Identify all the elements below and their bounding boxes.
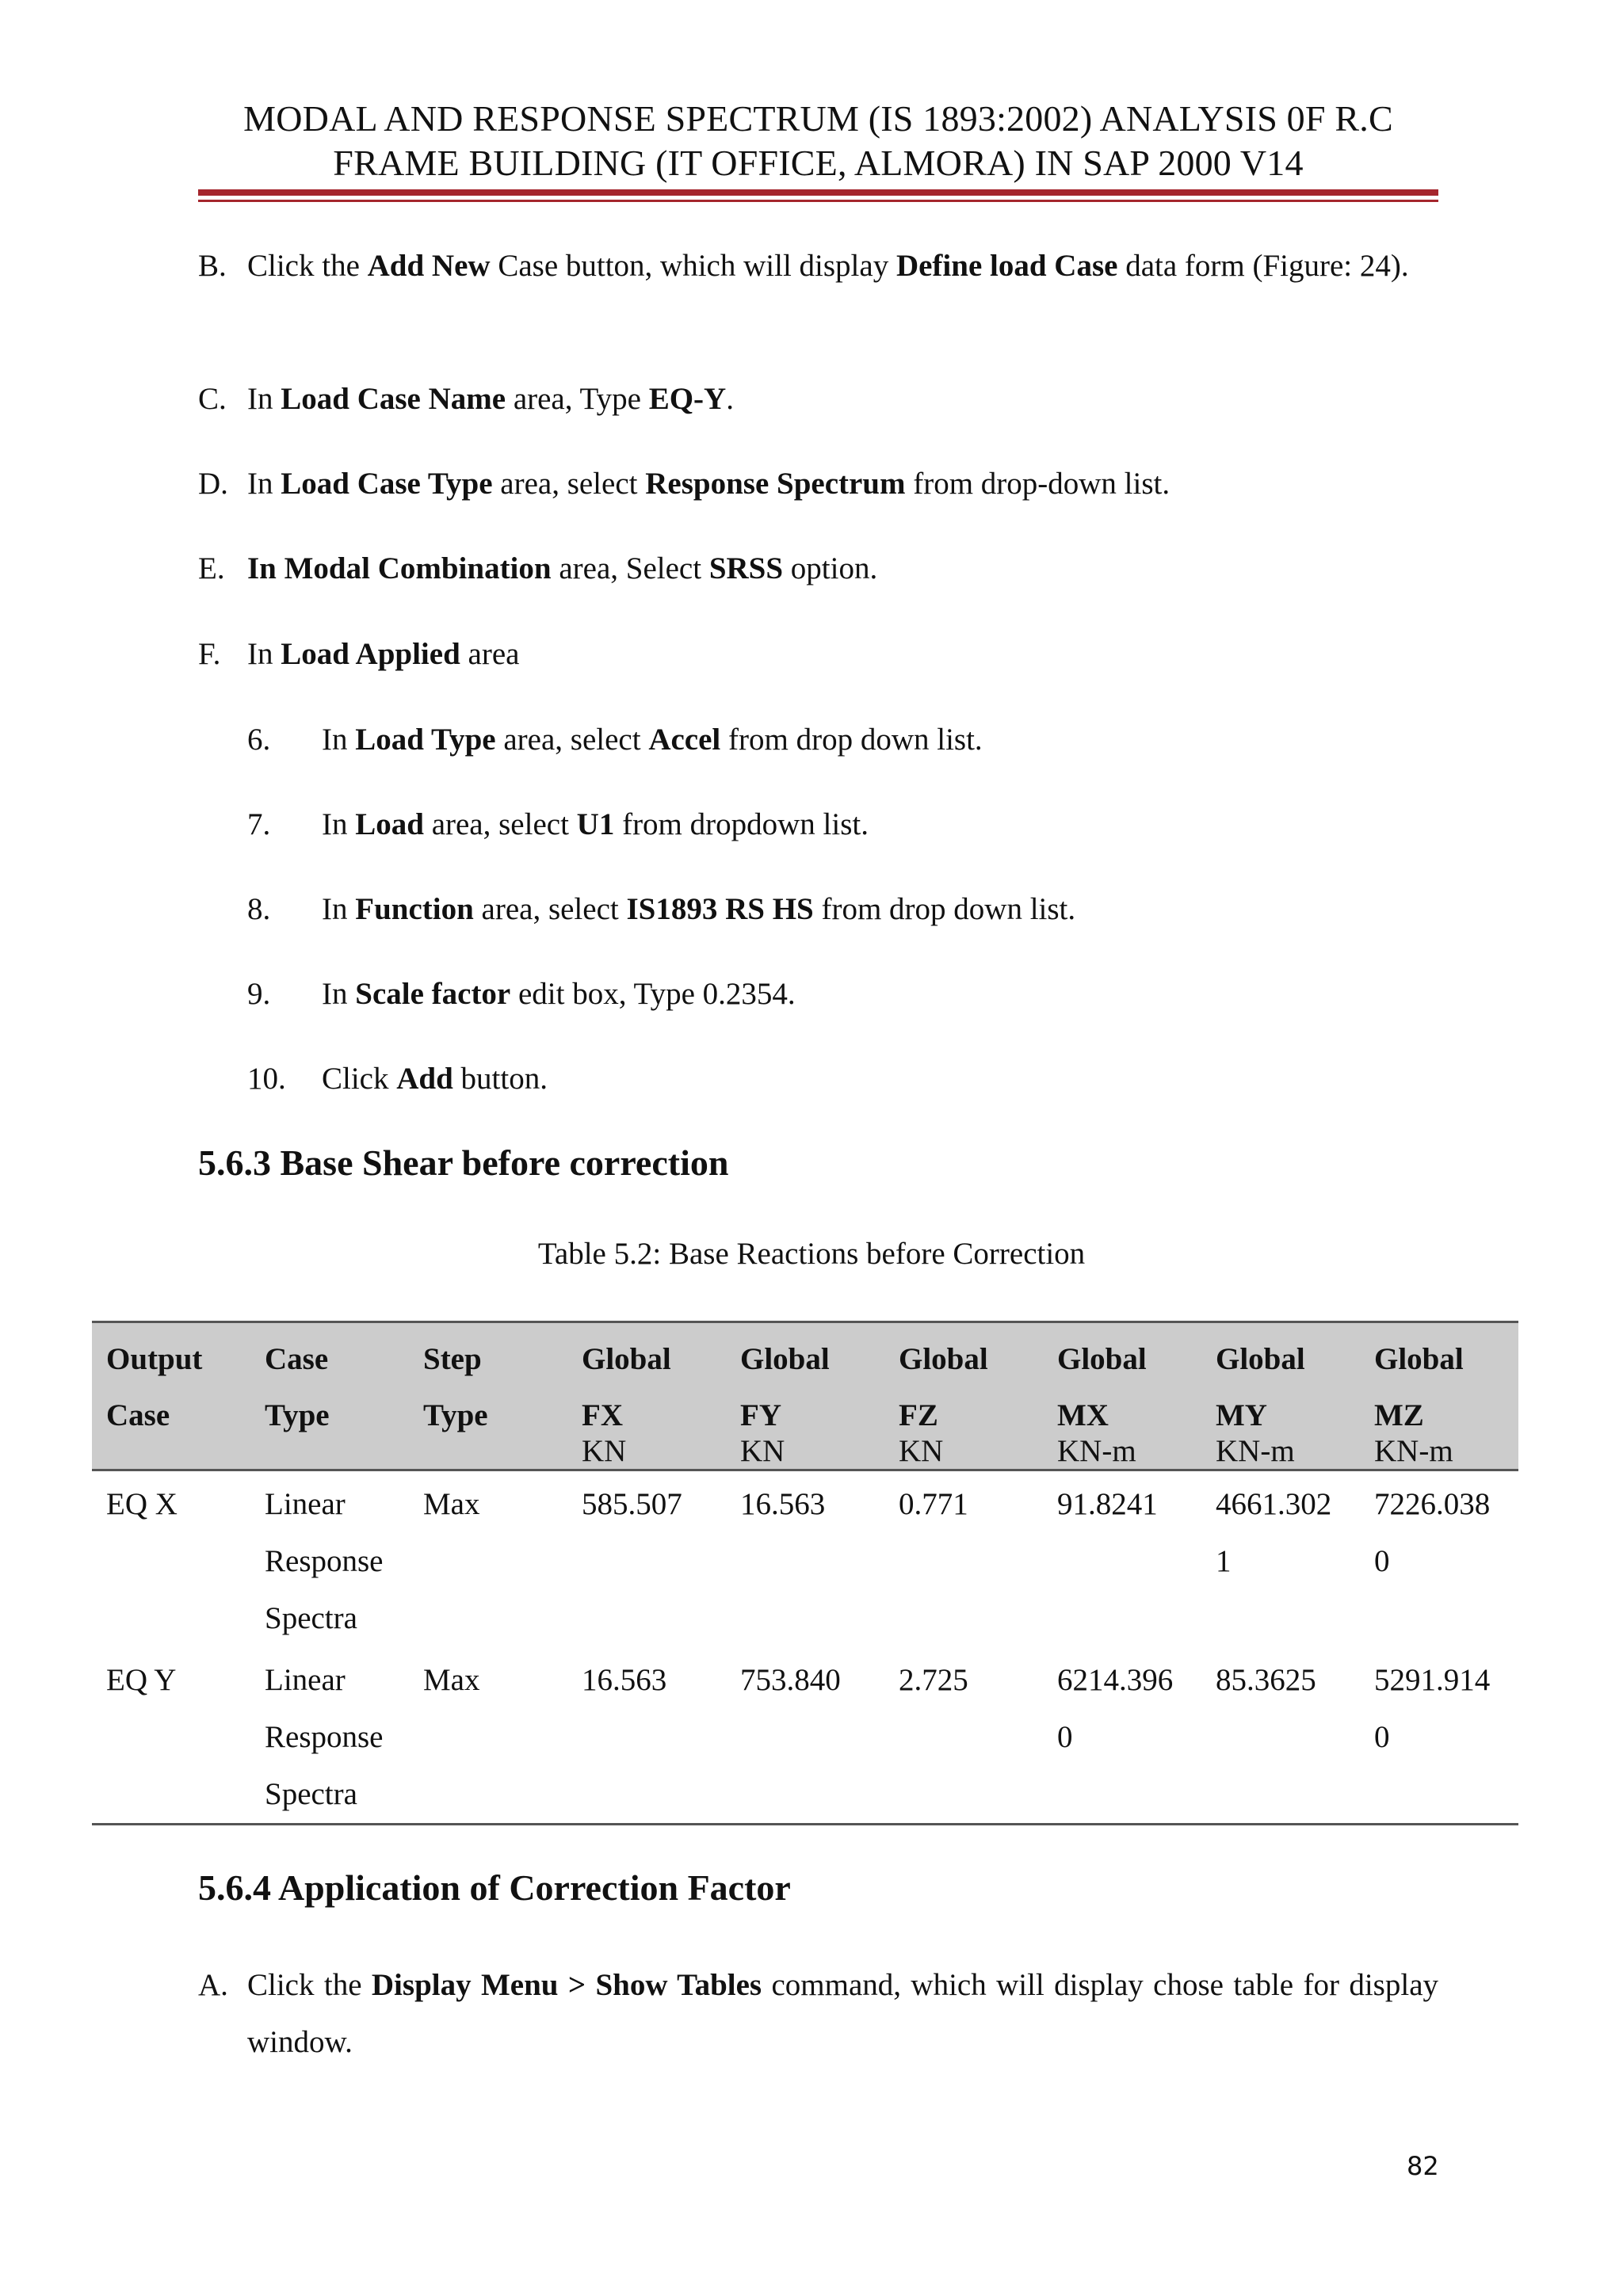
- header-unit: KN: [740, 1434, 785, 1468]
- plain-text: In: [322, 892, 356, 926]
- plain-text: In: [247, 637, 281, 671]
- emphasis-text: Scale factor: [355, 977, 511, 1011]
- step-label: F.: [198, 637, 221, 671]
- emphasis-text: U1: [576, 807, 615, 841]
- header-unit: KN: [899, 1434, 944, 1468]
- emphasis-text: EQ-Y: [648, 382, 727, 416]
- cell-line: EQ Y: [106, 1663, 177, 1697]
- emphasis-text: Load: [355, 807, 424, 841]
- plain-text: Click the: [247, 249, 368, 283]
- table-cell: [1043, 1647, 1201, 1825]
- step-text: [247, 456, 1438, 513]
- header-line: FZ: [899, 1398, 938, 1432]
- emphasis-text: Define load Case: [896, 249, 1118, 283]
- cell-line: 1: [1216, 1544, 1232, 1578]
- plain-text: area, select: [492, 467, 646, 501]
- cell-line: 585.507: [582, 1487, 682, 1521]
- plain-text: area, select: [473, 892, 627, 926]
- plain-text: data form (Figure: 24).: [1117, 249, 1409, 283]
- step-label: D.: [198, 467, 228, 501]
- table-cell: [409, 1470, 567, 1648]
- header-line: Case: [106, 1398, 170, 1432]
- table-cell: [1043, 1470, 1201, 1648]
- table-row: [92, 1470, 1518, 1648]
- emphasis-text: Response Spectrum: [645, 467, 906, 501]
- column-header: [92, 1322, 250, 1470]
- column-header: [1360, 1322, 1518, 1470]
- plain-text: area, select: [495, 723, 649, 757]
- table-row: [92, 1647, 1518, 1825]
- table-cell: [250, 1470, 409, 1648]
- step-text: [247, 540, 1438, 597]
- header-line: Step: [423, 1342, 482, 1376]
- cell-line: 16.563: [740, 1487, 826, 1521]
- page-number: 82: [1407, 2151, 1439, 2181]
- plain-text: Click: [322, 1062, 397, 1096]
- step-label: B.: [198, 249, 227, 283]
- cell-line: 91.8241: [1057, 1487, 1158, 1521]
- step-item: [198, 238, 1438, 295]
- step-text: [247, 626, 1438, 683]
- plain-text: area: [460, 637, 520, 671]
- cell-line: 753.840: [740, 1663, 841, 1697]
- cell-line: 16.563: [582, 1663, 667, 1697]
- header-unit: KN-m: [1374, 1434, 1453, 1468]
- emphasis-text: Load Applied: [281, 637, 460, 671]
- plain-text: from drop down list.: [813, 892, 1076, 926]
- cell-line: 4661.302: [1216, 1487, 1332, 1521]
- cell-line: 2.725: [899, 1663, 968, 1697]
- plain-text: area, Type: [506, 382, 649, 416]
- cell-line: 7226.038: [1374, 1487, 1491, 1521]
- section-heading-correction-factor: 5.6.4 Application of Correction Factor: [198, 1867, 791, 1908]
- header-line: MX: [1057, 1398, 1109, 1432]
- column-header: [567, 1322, 726, 1470]
- section-heading-base-shear: 5.6.3 Base Shear before correction: [198, 1142, 729, 1183]
- emphasis-text: Add: [396, 1062, 453, 1096]
- header-unit: KN-m: [1216, 1434, 1295, 1468]
- base-reactions-table: [92, 1321, 1518, 1825]
- step-text: [247, 371, 1438, 428]
- cell-line: Response: [265, 1720, 384, 1754]
- table-cell: [1360, 1647, 1518, 1825]
- step-item: [198, 1957, 1470, 2071]
- cell-line: Max: [423, 1663, 480, 1697]
- emphasis-text: Load Type: [355, 723, 496, 757]
- table-cell: [250, 1647, 409, 1825]
- table-caption: Table 5.2: Base Reactions before Correction: [537, 1237, 1086, 1271]
- emphasis-text: SRSS: [708, 551, 784, 585]
- plain-text: from dropdown list.: [614, 807, 869, 841]
- sub-step-item: [247, 972, 796, 1016]
- header-line: Type: [423, 1398, 488, 1432]
- header-line: Type: [265, 1398, 330, 1432]
- step-label: C.: [198, 382, 227, 416]
- step-text: [247, 238, 1438, 295]
- header-rule-thin: [198, 200, 1438, 202]
- header-unit: KN: [582, 1434, 627, 1468]
- plain-text: Case button, which will display: [490, 249, 896, 283]
- plain-text: In: [322, 977, 356, 1011]
- column-header: [409, 1322, 567, 1470]
- step-item: [198, 626, 1438, 683]
- header-line-1: MODAL AND RESPONSE SPECTRUM (IS 1893:2002) ANALYSIS 0F R.C: [243, 98, 1393, 139]
- emphasis-text: Function: [355, 892, 474, 926]
- sub-step-item: [247, 718, 983, 762]
- emphasis-text: Display Menu > Show Tables: [371, 1968, 762, 2002]
- table-cell: [884, 1647, 1043, 1825]
- sub-step-number: 10.: [247, 1062, 286, 1096]
- plain-text: In: [322, 807, 356, 841]
- sub-step-item: [247, 1057, 548, 1101]
- header-line: MZ: [1374, 1398, 1424, 1432]
- header-line: Output: [106, 1342, 203, 1376]
- table-body: [92, 1470, 1518, 1825]
- emphasis-text: Add New: [367, 249, 491, 283]
- emphasis-text: Accel: [648, 723, 721, 757]
- sub-step-number: 8.: [247, 892, 271, 926]
- plain-text: from drop down list.: [720, 723, 983, 757]
- cell-line: 0: [1374, 1544, 1390, 1578]
- table-cell: [1360, 1470, 1518, 1648]
- header-unit: KN-m: [1057, 1434, 1136, 1468]
- header-line: Global: [899, 1342, 988, 1376]
- plain-text: In: [322, 723, 356, 757]
- cell-line: Linear: [265, 1663, 346, 1697]
- step-label: A.: [198, 1968, 228, 2002]
- cell-line: 6214.396: [1057, 1663, 1174, 1697]
- plain-text: In: [247, 467, 281, 501]
- table-cell: [409, 1647, 567, 1825]
- column-header: [726, 1322, 884, 1470]
- table-cell: [884, 1470, 1043, 1648]
- sub-step-number: 9.: [247, 977, 271, 1011]
- table-header-row: [92, 1322, 1518, 1470]
- table-cell: [726, 1470, 884, 1648]
- cell-line: 5291.914: [1374, 1663, 1491, 1697]
- step-item: [198, 371, 1438, 428]
- page-header: [198, 97, 1438, 185]
- plain-text: .: [726, 382, 734, 416]
- table-cell: [1201, 1647, 1360, 1825]
- table-cell: [1201, 1470, 1360, 1648]
- header-line-2: FRAME BUILDING (IT OFFICE, ALMORA) IN SAP 2000 V14: [333, 143, 1304, 183]
- emphasis-text: Load Case Name: [281, 382, 506, 416]
- sub-step-number: 7.: [247, 807, 271, 841]
- emphasis-text: Load Case Type: [281, 467, 493, 501]
- header-line: Global: [1374, 1342, 1464, 1376]
- header-line: Global: [1057, 1342, 1147, 1376]
- plain-text: button.: [453, 1062, 548, 1096]
- plain-text: area, select: [423, 807, 577, 841]
- header-line: MY: [1216, 1398, 1267, 1432]
- table-cell: [567, 1470, 726, 1648]
- cell-line: 85.3625: [1216, 1663, 1316, 1697]
- cell-line: 0: [1057, 1720, 1073, 1754]
- header-line: FX: [582, 1398, 623, 1432]
- header-line: Global: [740, 1342, 830, 1376]
- table-cell: [567, 1647, 726, 1825]
- cell-line: EQ X: [106, 1487, 178, 1521]
- column-header: [884, 1322, 1043, 1470]
- sub-step-item: [247, 803, 869, 847]
- header-line: Global: [1216, 1342, 1305, 1376]
- column-header: [1201, 1322, 1360, 1470]
- header-line: Global: [582, 1342, 671, 1376]
- plain-text: option.: [783, 551, 878, 585]
- column-header: [250, 1322, 409, 1470]
- cell-line: Spectra: [265, 1777, 357, 1811]
- cell-line: 0: [1374, 1720, 1390, 1754]
- step-text: [247, 1957, 1470, 2071]
- header-line: Case: [265, 1342, 329, 1376]
- table-cell: [92, 1470, 250, 1648]
- step-item: [198, 456, 1438, 513]
- cell-line: Max: [423, 1487, 480, 1521]
- table-cell: [726, 1647, 884, 1825]
- step-item: [198, 540, 1438, 597]
- sub-step-number: 6.: [247, 723, 271, 757]
- cell-line: Response: [265, 1544, 384, 1578]
- cell-line: Linear: [265, 1487, 346, 1521]
- plain-text: from drop-down list.: [905, 467, 1170, 501]
- table-cell: [92, 1647, 250, 1825]
- plain-text: area, Select: [551, 551, 709, 585]
- column-header: [1043, 1322, 1201, 1470]
- emphasis-text: In Modal Combination: [247, 551, 552, 585]
- header-rule-thick: [198, 189, 1438, 196]
- emphasis-text: IS1893 RS HS: [626, 892, 814, 926]
- sub-step-item: [247, 887, 1075, 932]
- cell-line: Spectra: [265, 1601, 357, 1635]
- step-label: E.: [198, 551, 225, 585]
- cell-line: 0.771: [899, 1487, 968, 1521]
- plain-text: command, which will display chose table for display window.: [247, 1968, 1470, 2059]
- plain-text: edit box, Type 0.2354.: [510, 977, 796, 1011]
- header-line: FY: [740, 1398, 781, 1432]
- plain-text: Click the: [247, 1968, 372, 2002]
- plain-text: In: [247, 382, 281, 416]
